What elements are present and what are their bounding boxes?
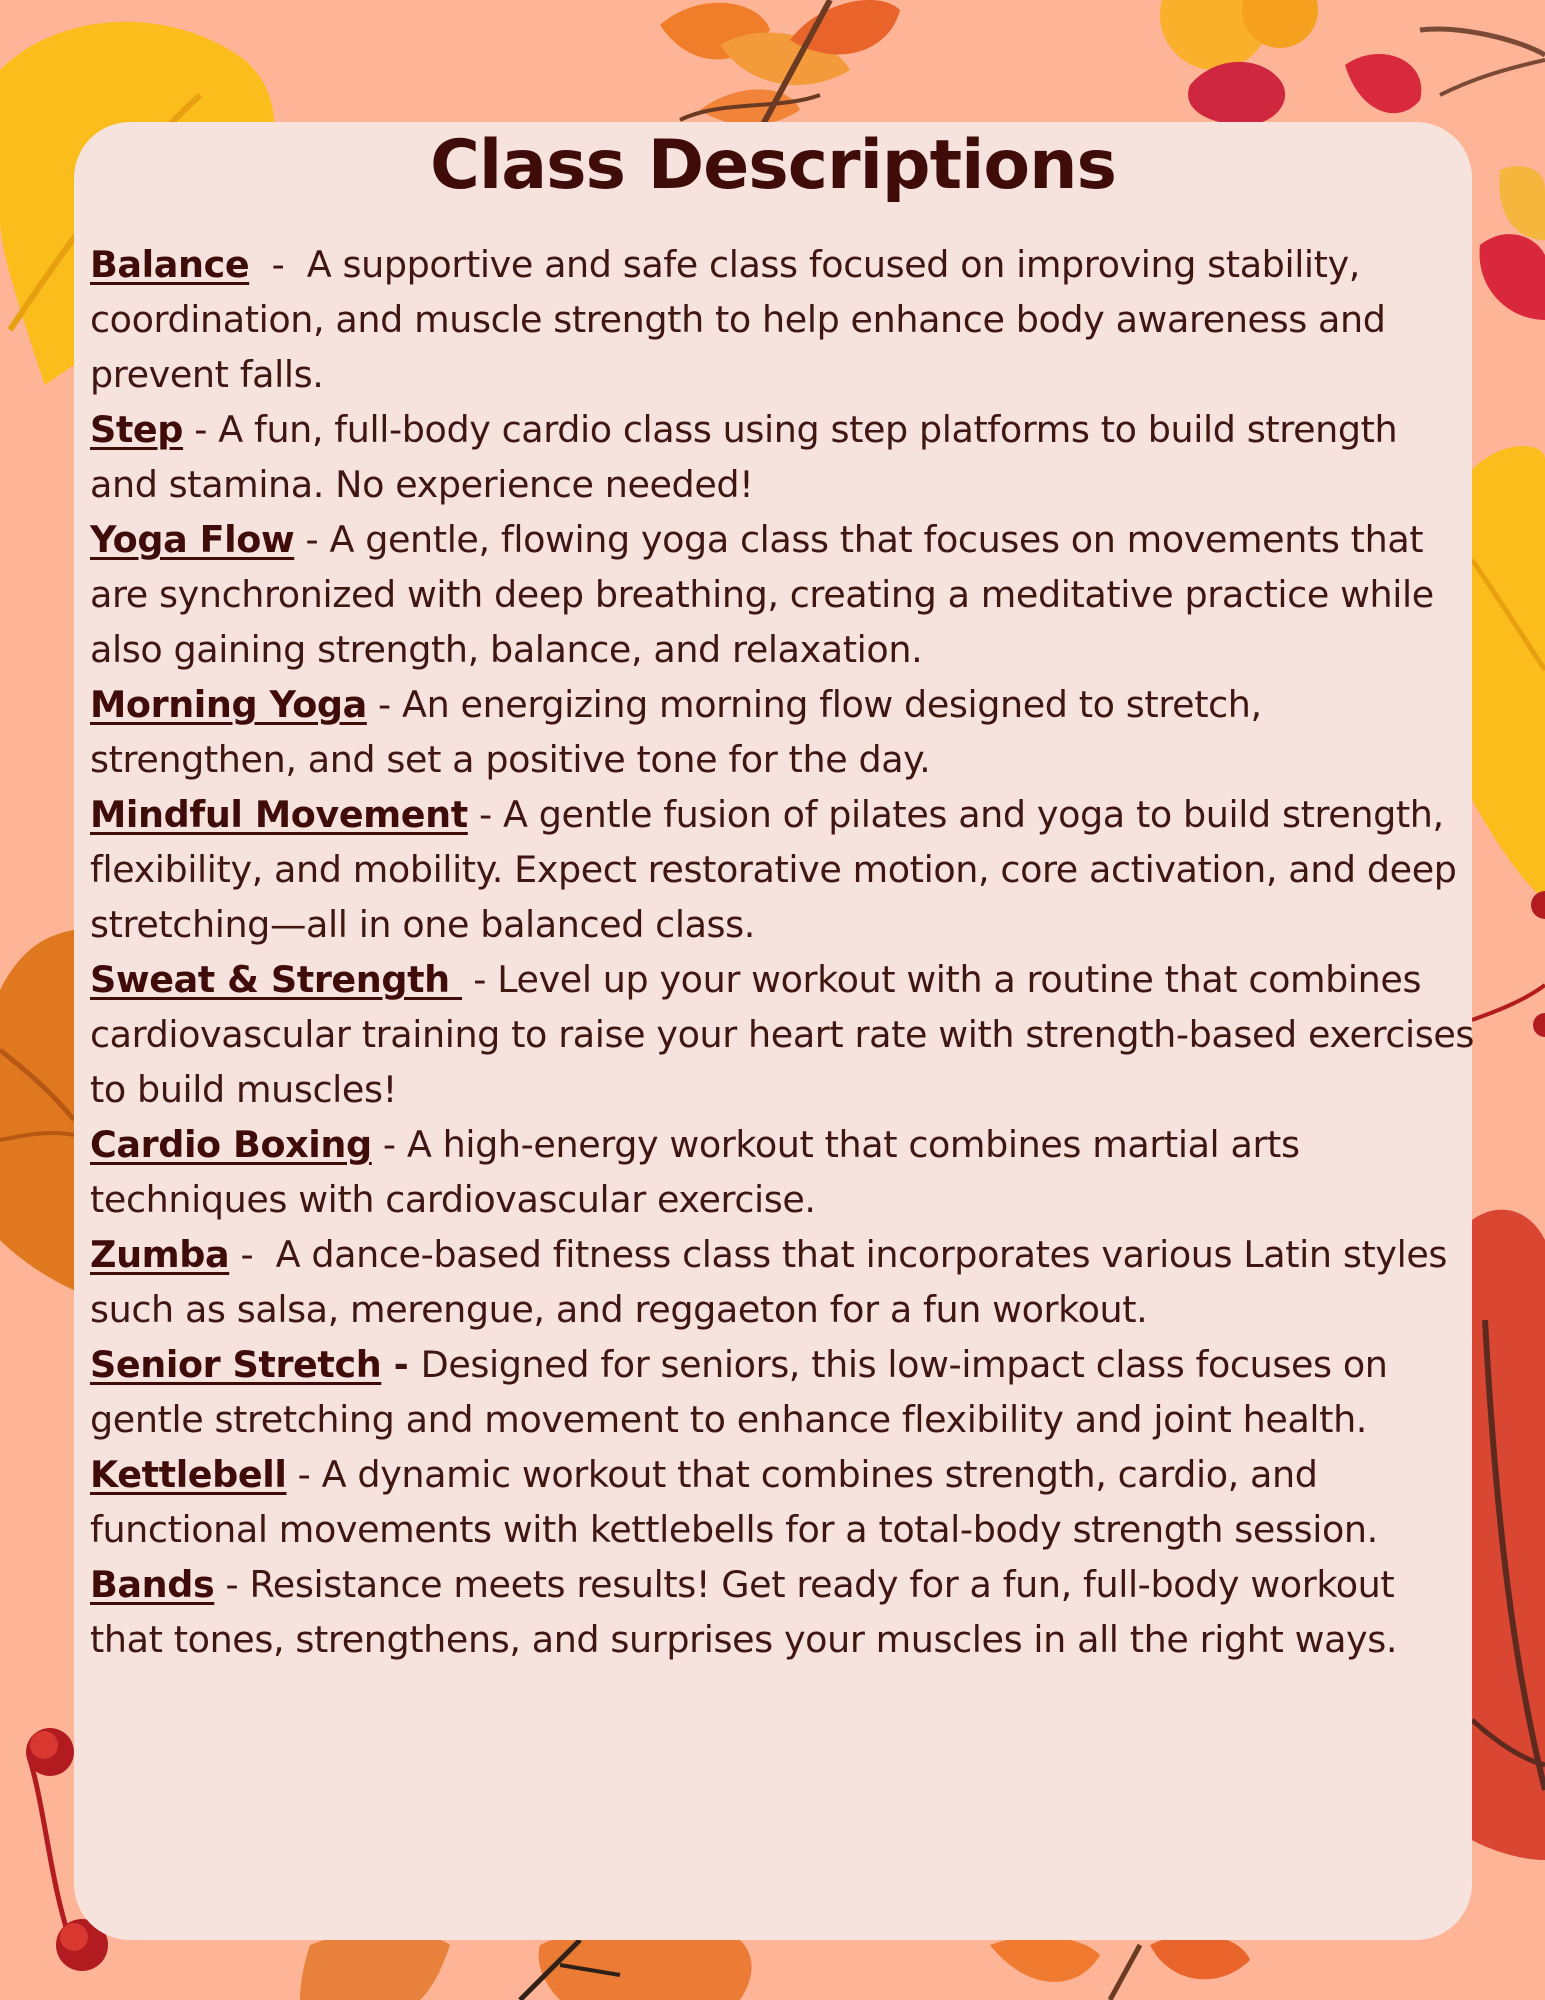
class-item-bands	[90, 1557, 1475, 1667]
class-name: Balance	[90, 243, 250, 286]
class-separator: -	[381, 1343, 421, 1386]
class-item-morning-yoga	[90, 677, 1475, 787]
class-item-mindful-movement	[90, 787, 1475, 952]
class-item-sweat-strength	[90, 952, 1475, 1117]
class-description: Level up your workout with a routine that combines cardiovascular training to raise your heart rate with strength-based exercises to build muscles!	[90, 958, 1475, 1111]
class-description: A gentle, flowing yoga class that focuses on movements that are synchronized with deep breathing, creating a meditative practice while also gaining strength, balance, and relaxation.	[90, 518, 1434, 671]
class-name: Cardio Boxing	[90, 1123, 372, 1166]
class-name: Kettlebell	[90, 1453, 287, 1496]
class-separator: -	[229, 1233, 276, 1276]
class-description: A gentle fusion of pilates and yoga to build strength, flexibility, and mobility. Expect restorative motion, core activation, and deep stretching—all in one balanced class.	[90, 793, 1457, 946]
class-item-senior-stretch	[90, 1337, 1475, 1447]
class-separator: -	[371, 1123, 407, 1166]
class-description: A fun, full-body cardio class using step platforms to build strength and stamina. No experience needed!	[90, 408, 1398, 506]
class-description: Designed for seniors, this low-impact class focuses on gentle stretching and movement to enhance flexibility and joint health.	[90, 1343, 1388, 1441]
class-name: Senior Stretch	[90, 1343, 382, 1386]
class-separator: -	[462, 958, 498, 1001]
class-description: A high-energy workout that combines martial arts techniques with cardiovascular exercise.	[90, 1123, 1300, 1221]
class-name: Morning Yoga	[90, 683, 367, 726]
class-name: Zumba	[90, 1233, 230, 1276]
class-list	[90, 237, 1475, 1667]
class-description: A supportive and safe class focused on improving stability, coordination, and muscle strength to help enhance body awareness and prevent falls.	[90, 243, 1386, 396]
class-name: Step	[90, 408, 184, 451]
class-separator: -	[294, 518, 330, 561]
class-item-yoga-flow	[90, 512, 1475, 677]
class-description: A dynamic workout that combines strength, cardio, and functional movements with kettlebells for a total-body strength session.	[90, 1453, 1378, 1551]
class-separator: -	[467, 793, 503, 836]
class-name: Bands	[90, 1563, 215, 1606]
class-name: Sweat & Strength	[90, 958, 463, 1001]
class-description: An energizing morning flow designed to stretch, strengthen, and set a positive tone for the day.	[90, 683, 1262, 781]
class-description: A dance-based fitness class that incorporates various Latin styles such as salsa, merengue, and reggaeton for a fun workout.	[90, 1233, 1447, 1331]
class-separator: -	[214, 1563, 250, 1606]
class-name: Mindful Movement	[90, 793, 468, 836]
class-separator: -	[183, 408, 219, 451]
class-name: Yoga Flow	[90, 518, 295, 561]
class-description: Resistance meets results! Get ready for a fun, full-body workout that tones, strengthens, and surprises your muscles in all the right ways.	[90, 1563, 1398, 1661]
class-separator: -	[366, 683, 403, 726]
class-separator: -	[249, 243, 307, 286]
class-item-kettlebell	[90, 1447, 1475, 1557]
page-title: Class Descriptions	[429, 126, 1116, 205]
class-item-zumba	[90, 1227, 1475, 1337]
class-item-step	[90, 402, 1475, 512]
class-item-cardio-boxing	[90, 1117, 1475, 1227]
class-item-balance	[90, 237, 1475, 402]
class-separator: -	[286, 1453, 322, 1496]
